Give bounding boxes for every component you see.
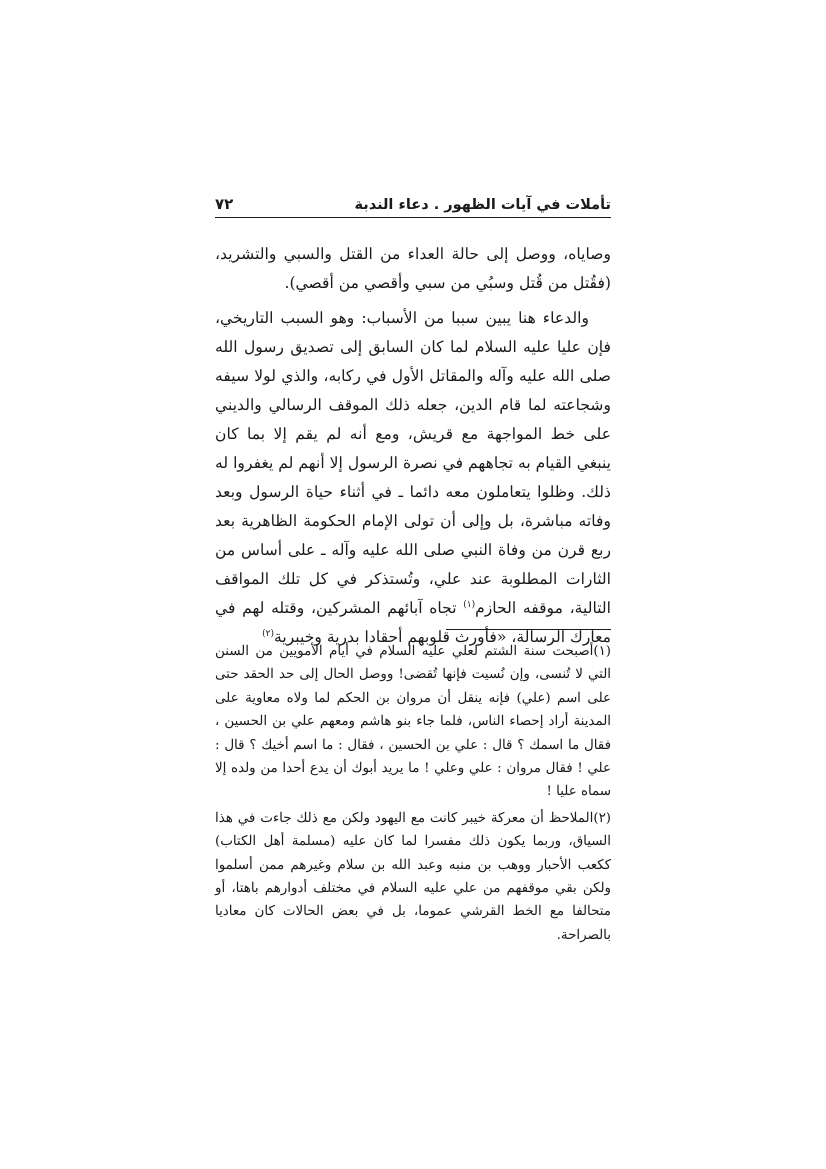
footnote-ref-1[interactable]: (١)	[463, 599, 476, 610]
footnote-separator	[446, 629, 611, 630]
book-title: تأملات في آيات الظهور . دعاء الندبة	[354, 197, 611, 213]
paragraph	[215, 304, 611, 652]
paragraph-text: والدعاء هنا يبين سببا من الأسباب: وهو السبب التاريخي، فإن عليا عليه السلام لما كان السابق إلى تصديق رسول الله صلى الله عليه وآله والمقاتل الأول في ركابه، والذي لولا سيفه وشجاعته لما قام الدين، جعله ذلك الموقف الرسالي والديني على خط المواجهة مع قريش، ومع أنه لم يقم إلا بما كان ينبغي القيام به تجاههم في نصرة الرسول إلا أنهم لم يغفروا له ذلك. وظلوا يتعاملون معه دائما ـ في أثناء حياة الرسول وبعد وفاته مباشرة، بل وإلى أن تولى الإمام الحكومة الظاهرية بعد ربع قرن من وفاة النبي صلى الله عليه وآله ـ على أساس من الثارات المطلوبة عند علي، وتُستذكر في كل تلك المواقف التالية، موقفه الحازم	[215, 309, 611, 617]
paragraph: وصاياه، ووصل إلى حالة العداء من القتل والسبي والتشريد، (فقُتل من قُتل وسبُي من سبي وأقصي من أقصي).	[215, 245, 611, 292]
book-page	[215, 0, 611, 1169]
running-header	[215, 187, 611, 218]
page-number: ٧٢	[215, 195, 234, 213]
footnote-2: (٢)الملاحظ أن معركة خيبر كانت مع اليهود ولكن مع ذلك جاءت في هذا السياق، وربما يكون ذلك مفسرا لما كان عليه (مسلمة أهل الكتاب) ككعب الأحبار ووهب بن منبه وعبد الله بن سلام وغيرهم ممن أسلموا ولكن بقي موقفهم من علي عليه السلام في مختلف أدوارهم باهتا، أو متحالفا مع الخط القرشي عموما، بل في بعض الحالات كان معاديا بالصراحة.	[215, 810, 611, 943]
footnotes	[215, 640, 611, 950]
footnote-ref-2[interactable]: (٢)	[262, 628, 274, 639]
paragraph-text: تجاه آبائهم المشركين، وقتله لهم في معارك الرسالة، «فأورث قلوبهم أحقادا بدرية وخيبرية	[215, 599, 611, 646]
main-text	[215, 240, 611, 658]
footnote-1: (١)أصبحت سنة الشتم لعلي عليه السلام في أيام الأمويين من السنن التي لا تُنسى، وإن نُسيت فإنها تُقضى! ووصل الحال إلى حد الحقد حتى على اسم (علي) فإنه ينقل أن مروان بن الحكم لما ولاه معاوية على المدينة أراد إحصاء الناس، فلما جاء بنو هاشم ومعهم علي بن الحسين ، فقال ما اسمك ؟ قال : علي بن الحسين ، فقال : ما اسم أخيك ؟ قال : علي ! فقال مروان : علي وعلي ! ما يريد أبوك أن يدع أحدا من ولده إلا سماه عليا !	[215, 644, 611, 800]
